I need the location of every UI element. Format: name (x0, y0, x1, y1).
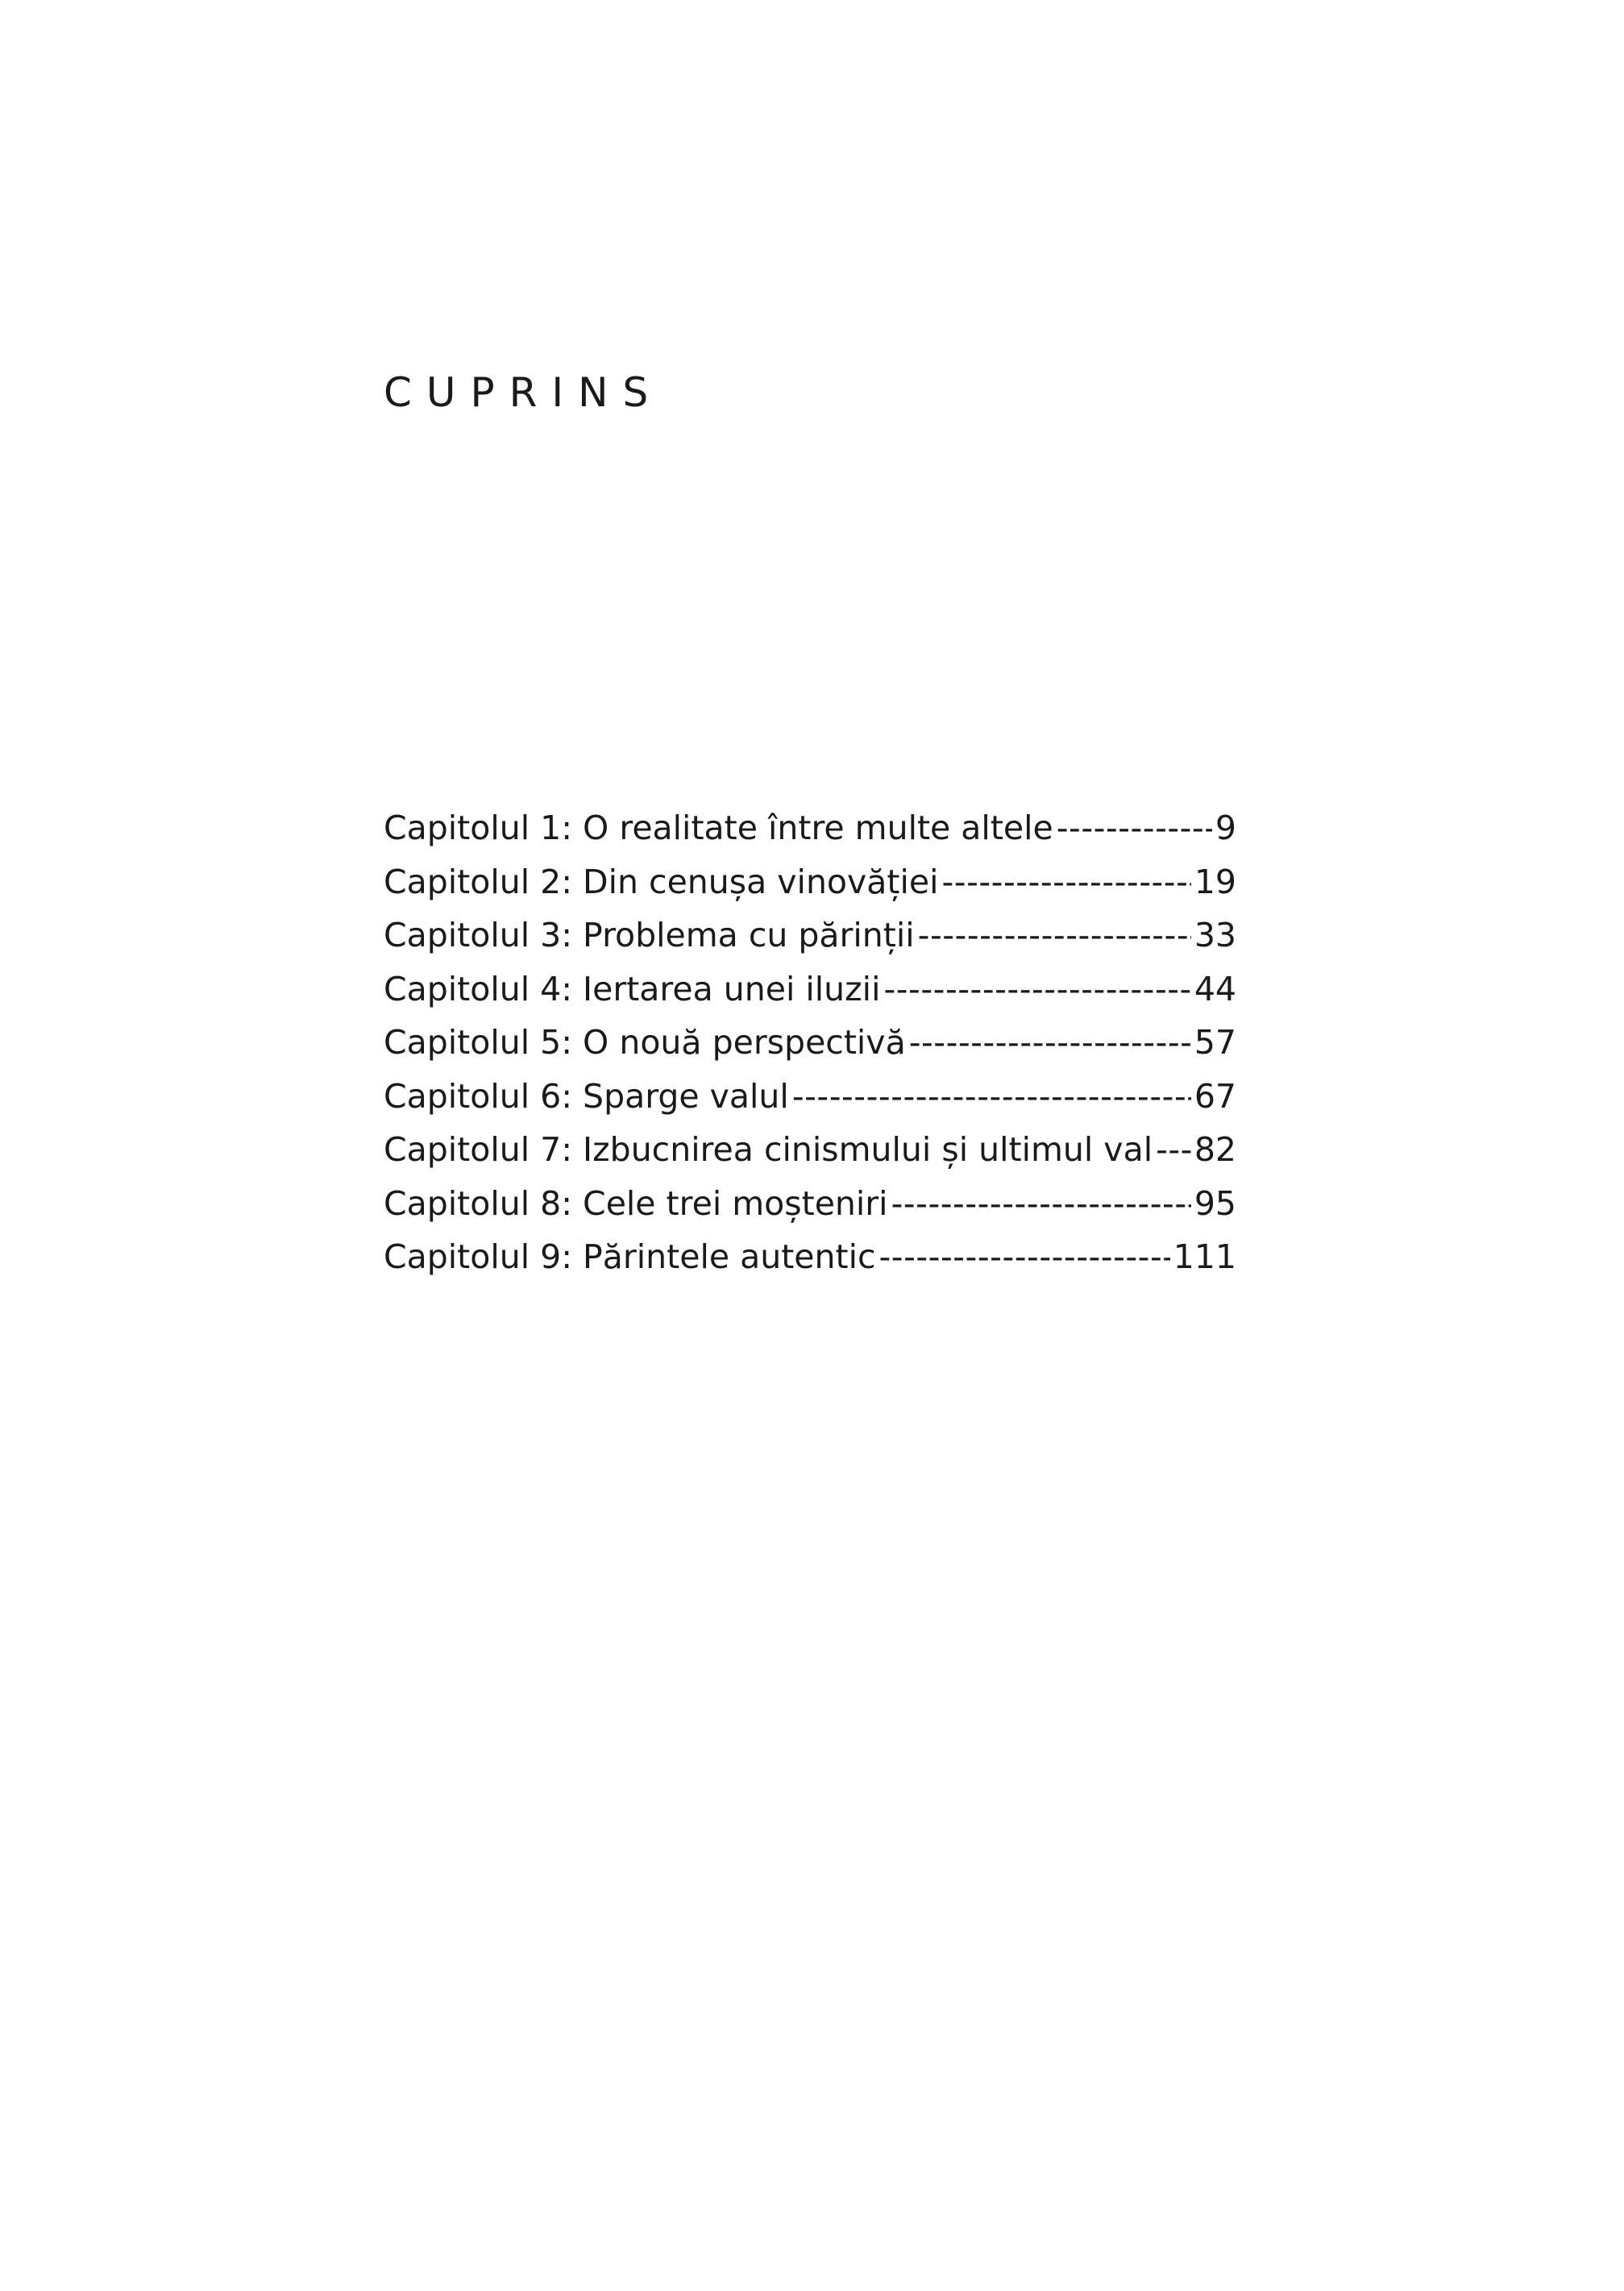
table-of-contents (384, 801, 1236, 1284)
toc-dot-leader (942, 855, 1191, 909)
toc-dot-leader (879, 1230, 1170, 1284)
toc-entry-7 (384, 1123, 1236, 1177)
toc-entry-page: 44 (1194, 969, 1236, 1008)
toc-entry-page: 57 (1194, 1023, 1236, 1062)
toc-entry-title: Capitolul 2: Din cenușa vinovăției (384, 862, 939, 901)
toc-entry-title: Capitolul 5: O nouă perspectivă (384, 1023, 906, 1062)
toc-entry-2 (384, 855, 1236, 909)
toc-dot-leader (1156, 1123, 1191, 1177)
toc-entry-page: 9 (1215, 809, 1236, 847)
toc-entry-title: Capitolul 6: Sparge valul (384, 1076, 789, 1116)
toc-entry-title: Capitolul 4: Iertarea unei iluzii (384, 969, 881, 1008)
toc-dot-leader (918, 908, 1191, 963)
toc-entry-page: 19 (1194, 862, 1236, 901)
toc-dot-leader (883, 963, 1190, 1017)
toc-dot-leader (1057, 801, 1212, 855)
toc-dot-leader (909, 1016, 1191, 1070)
toc-entry-page: 33 (1194, 916, 1236, 954)
page-title: CUPRINS (384, 369, 663, 416)
toc-entry-title: Capitolul 8: Cele trei moșteniri (384, 1183, 888, 1223)
toc-entry-1 (384, 801, 1236, 855)
toc-entry-page: 95 (1194, 1183, 1236, 1223)
toc-entry-page: 82 (1194, 1130, 1236, 1169)
toc-entry-title: Capitolul 9: Părintele autentic (384, 1237, 876, 1276)
toc-entry-title: Capitolul 1: O realitate între multe altele (384, 809, 1053, 847)
toc-entry-page: 67 (1194, 1076, 1236, 1116)
toc-entry-title: Capitolul 7: Izbucnirea cinismului și ultimul val (384, 1130, 1153, 1169)
toc-entry-6 (384, 1070, 1236, 1124)
toc-entry-5 (384, 1016, 1236, 1070)
toc-entry-title: Capitolul 3: Problema cu părinții (384, 916, 915, 954)
toc-entry-8 (384, 1177, 1236, 1231)
toc-entry-9 (384, 1230, 1236, 1284)
toc-dot-leader (891, 1177, 1191, 1231)
toc-entry-page: 111 (1173, 1237, 1236, 1276)
toc-dot-leader (792, 1070, 1191, 1124)
toc-entry-3 (384, 908, 1236, 963)
toc-entry-4 (384, 963, 1236, 1017)
